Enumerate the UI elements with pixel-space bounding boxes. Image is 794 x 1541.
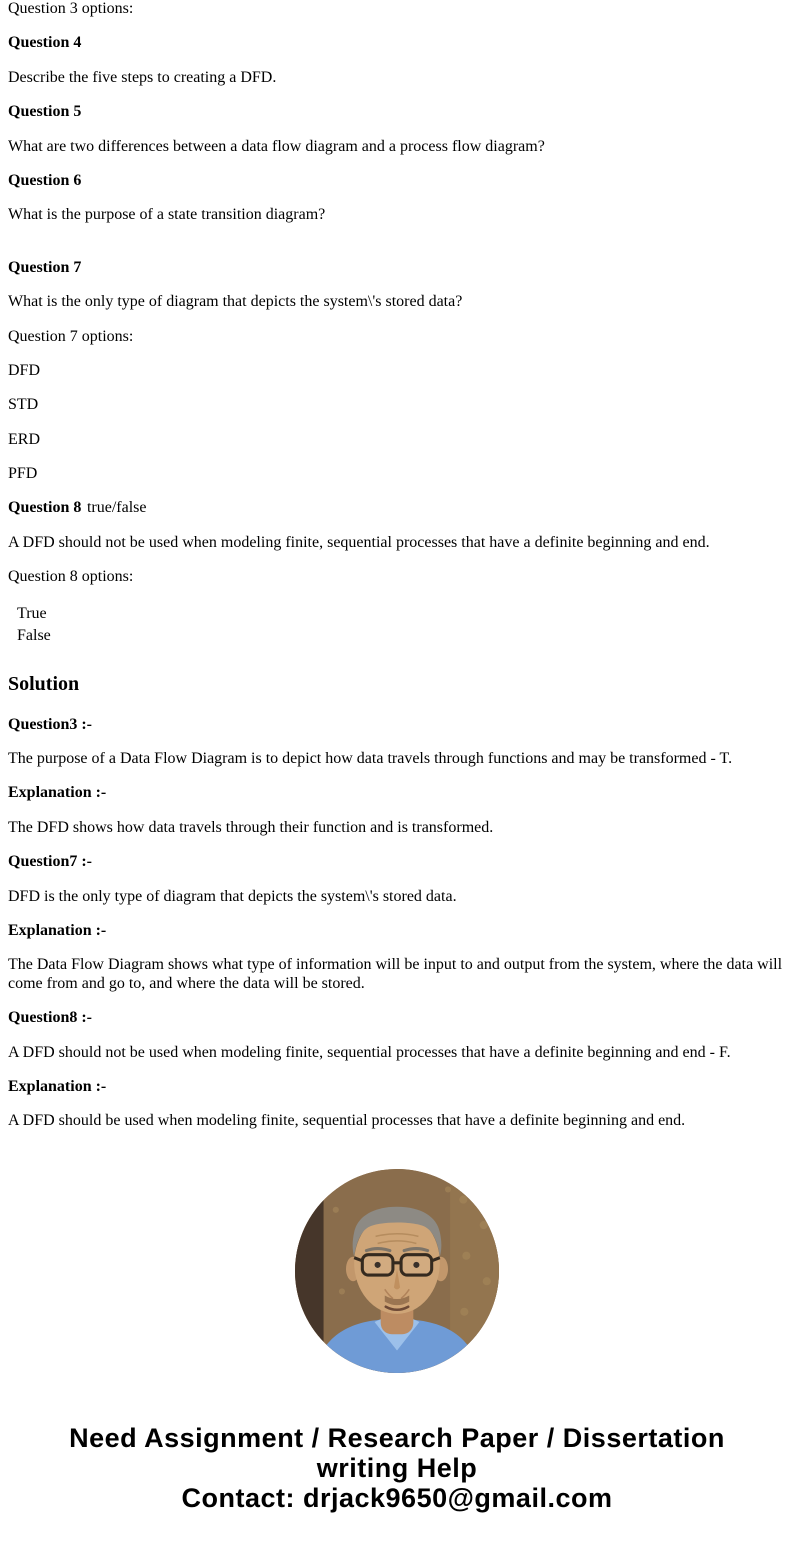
question3-options-label: Question 3 options: [8, 0, 134, 17]
avatar [295, 1169, 499, 1373]
question5-body: What are two differences between a data flow diagram and a process flow diagram? [8, 137, 545, 155]
solution-q3-label: Question3 :- [8, 715, 92, 733]
solution-heading: Solution [8, 672, 80, 695]
question8-options-label: Question 8 options: [8, 568, 134, 586]
question7-body: What is the only type of diagram that depicts the system\'s stored data? [8, 293, 463, 311]
solution-q8-label: Question8 :- [8, 1009, 92, 1027]
question6-body: What is the purpose of a state transition diagram? [8, 206, 326, 224]
question5-title: Question 5 [8, 103, 82, 121]
solution-q3-answer: The purpose of a Data Flow Diagram is to depict how data travels through functions and may be transformed - T. [8, 750, 733, 768]
option-false[interactable]: False [17, 626, 51, 644]
solution-q3-explanation-label: Explanation :- [8, 784, 107, 802]
question8-body: A DFD should not be used when modeling finite, sequential processes that have a definite beginning and end. [8, 533, 710, 551]
solution-q7-label: Question7 :- [8, 853, 92, 871]
question4-title: Question 4 [8, 34, 82, 52]
question4-body: Describe the five steps to creating a DFD. [8, 68, 277, 86]
solution-q8-answer: A DFD should not be used when modeling finite, sequential processes that have a definite beginning and end - F. [8, 1043, 731, 1061]
question8-heading [8, 499, 786, 517]
question8-type-label: true/false [86, 499, 147, 517]
question8-options-group [8, 603, 786, 647]
question7-option-pfd: PFD [8, 465, 38, 483]
solution-q7-explanation: The Data Flow Diagram shows what type of information will be input to and output from the system, where the data will come from and go to, and where the data will be stored. [8, 956, 783, 992]
question7-option-dfd: DFD [8, 361, 41, 379]
option-true[interactable]: True [17, 604, 47, 622]
promo-help-text: Need Assignment / Research Paper / Dissertation writing Help [69, 1422, 725, 1483]
question7-title: Question 7 [8, 258, 82, 276]
solution-q3-explanation: The DFD shows how data travels through their function and is transformed. [8, 818, 494, 836]
question8-title: Question 8 [8, 499, 82, 517]
solution-q8-explanation-label: Explanation :- [8, 1077, 107, 1095]
footer [8, 1169, 786, 1513]
solution-q7-answer: DFD is the only type of diagram that depicts the system\'s stored data. [8, 887, 457, 905]
question7-option-erd: ERD [8, 430, 40, 448]
tutor-portrait-icon [295, 1169, 499, 1373]
solution-q8-explanation: A DFD should be used when modeling finite, sequential processes that have a definite beginning and end. [8, 1112, 686, 1130]
promo-banner [25, 1423, 769, 1513]
question7-option-std: STD [8, 396, 39, 414]
question6-title: Question 6 [8, 171, 82, 189]
solution-q7-explanation-label: Explanation :- [8, 921, 107, 939]
question7-options-label: Question 7 options: [8, 327, 134, 345]
promo-contact-text: Contact: drjack9650@gmail.com [181, 1482, 613, 1513]
